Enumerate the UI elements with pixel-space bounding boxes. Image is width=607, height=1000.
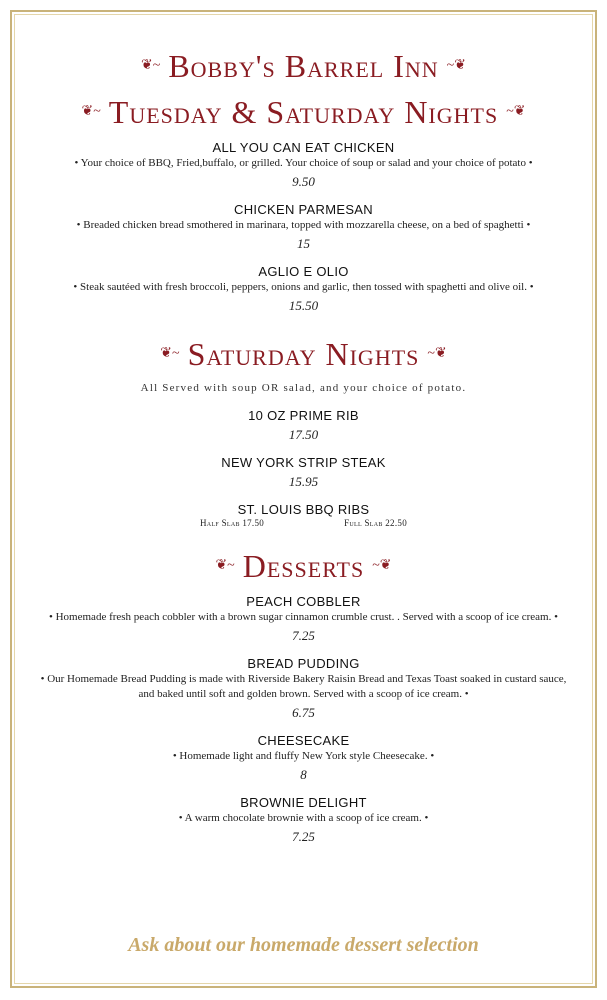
menu-item <box>30 594 577 644</box>
item-description: • Your choice of BBQ, Fried,buffalo, or grilled. Your choice of soup or salad and your choice of potato • <box>74 157 533 169</box>
flourish-ornament-icon: ❦~ <box>160 346 180 361</box>
flourish-ornament-icon: ~❦ <box>446 58 466 73</box>
section-note: All Served with soup OR salad, and your choice of potato. <box>140 382 467 394</box>
item-price: 9.50 <box>292 174 315 189</box>
item-name: 10 OZ PRIME RIB <box>248 408 359 423</box>
restaurant-name: Bobby's Barrel Inn <box>168 48 439 84</box>
full-slab-price: Full Slab 22.50 <box>344 518 408 528</box>
item-name: ST. LOUIS BBQ RIBS <box>237 502 370 517</box>
menu-item <box>30 733 577 783</box>
half-slab-price: Half Slab 17.50 <box>199 518 265 528</box>
item-price: 7.25 <box>292 628 315 643</box>
item-description: • Homemade light and fluffy New York style Cheesecake. • <box>172 750 435 762</box>
item-description: • Steak sautéed with fresh broccoli, peppers, onions and garlic, then tossed with spaghetti and olive oil. • <box>73 281 534 293</box>
section-title: Saturday Nights <box>187 336 420 372</box>
item-name: CHEESECAKE <box>257 733 350 748</box>
item-description: • Breaded chicken bread smothered in marinara, topped with mozzarella cheese, on a bed of spaghetti • <box>76 219 531 231</box>
item-price: 6.75 <box>292 705 315 720</box>
menu-item <box>30 656 577 721</box>
section-title: Tuesday & Saturday Nights <box>108 94 499 130</box>
flourish-ornament-icon: ❦~ <box>81 104 101 119</box>
flourish-ornament-icon: ❦~ <box>215 558 235 573</box>
section-heading-tuesday-saturday <box>30 96 577 128</box>
menu-item <box>30 502 577 528</box>
flourish-ornament-icon: ❦~ <box>141 58 161 73</box>
flourish-ornament-icon: ~❦ <box>506 104 526 119</box>
item-name: ALL YOU CAN EAT CHICKEN <box>212 140 395 155</box>
item-description: • Our Homemade Bread Pudding is made with Riverside Bakery Raisin Bread and Texas Toast soaked in custard sauce, and baked until soft and golden brown. Served with a scoop of ice cream. • <box>40 673 567 700</box>
section-title: Desserts <box>242 548 365 584</box>
restaurant-name-heading <box>30 50 577 82</box>
item-description: • Homemade fresh peach cobbler with a brown sugar cinnamon crumble crust. . Served with a scoop of ice cream. • <box>49 611 558 623</box>
flourish-ornament-icon: ~❦ <box>427 346 447 361</box>
item-price: 8 <box>300 767 307 782</box>
item-description: • A warm chocolate brownie with a scoop of ice cream. • <box>178 812 429 824</box>
item-price: 7.25 <box>292 829 315 844</box>
menu-item <box>30 202 577 252</box>
menu-item <box>30 795 577 845</box>
flourish-ornament-icon: ~❦ <box>372 558 392 573</box>
item-price: 17.50 <box>288 427 319 442</box>
item-price: 15.50 <box>288 298 319 313</box>
item-price: 15 <box>297 236 310 251</box>
item-name: BROWNIE DELIGHT <box>240 795 367 810</box>
section-heading-saturday <box>30 338 577 370</box>
section-heading-desserts <box>30 550 577 582</box>
dessert-selection-note: Ask about our homemade dessert selection <box>128 934 479 956</box>
item-name: NEW YORK STRIP STEAK <box>221 455 386 470</box>
rib-prices <box>30 518 577 528</box>
menu-item <box>30 264 577 314</box>
menu-item <box>30 140 577 190</box>
menu-content <box>30 50 577 857</box>
menu-item <box>30 455 577 490</box>
item-name: BREAD PUDDING <box>247 656 360 671</box>
item-name: PEACH COBBLER <box>246 594 361 609</box>
item-name: CHICKEN PARMESAN <box>234 202 373 217</box>
item-price: 15.95 <box>288 474 319 489</box>
item-name: AGLIO E OLIO <box>258 264 349 279</box>
menu-item <box>30 408 577 443</box>
